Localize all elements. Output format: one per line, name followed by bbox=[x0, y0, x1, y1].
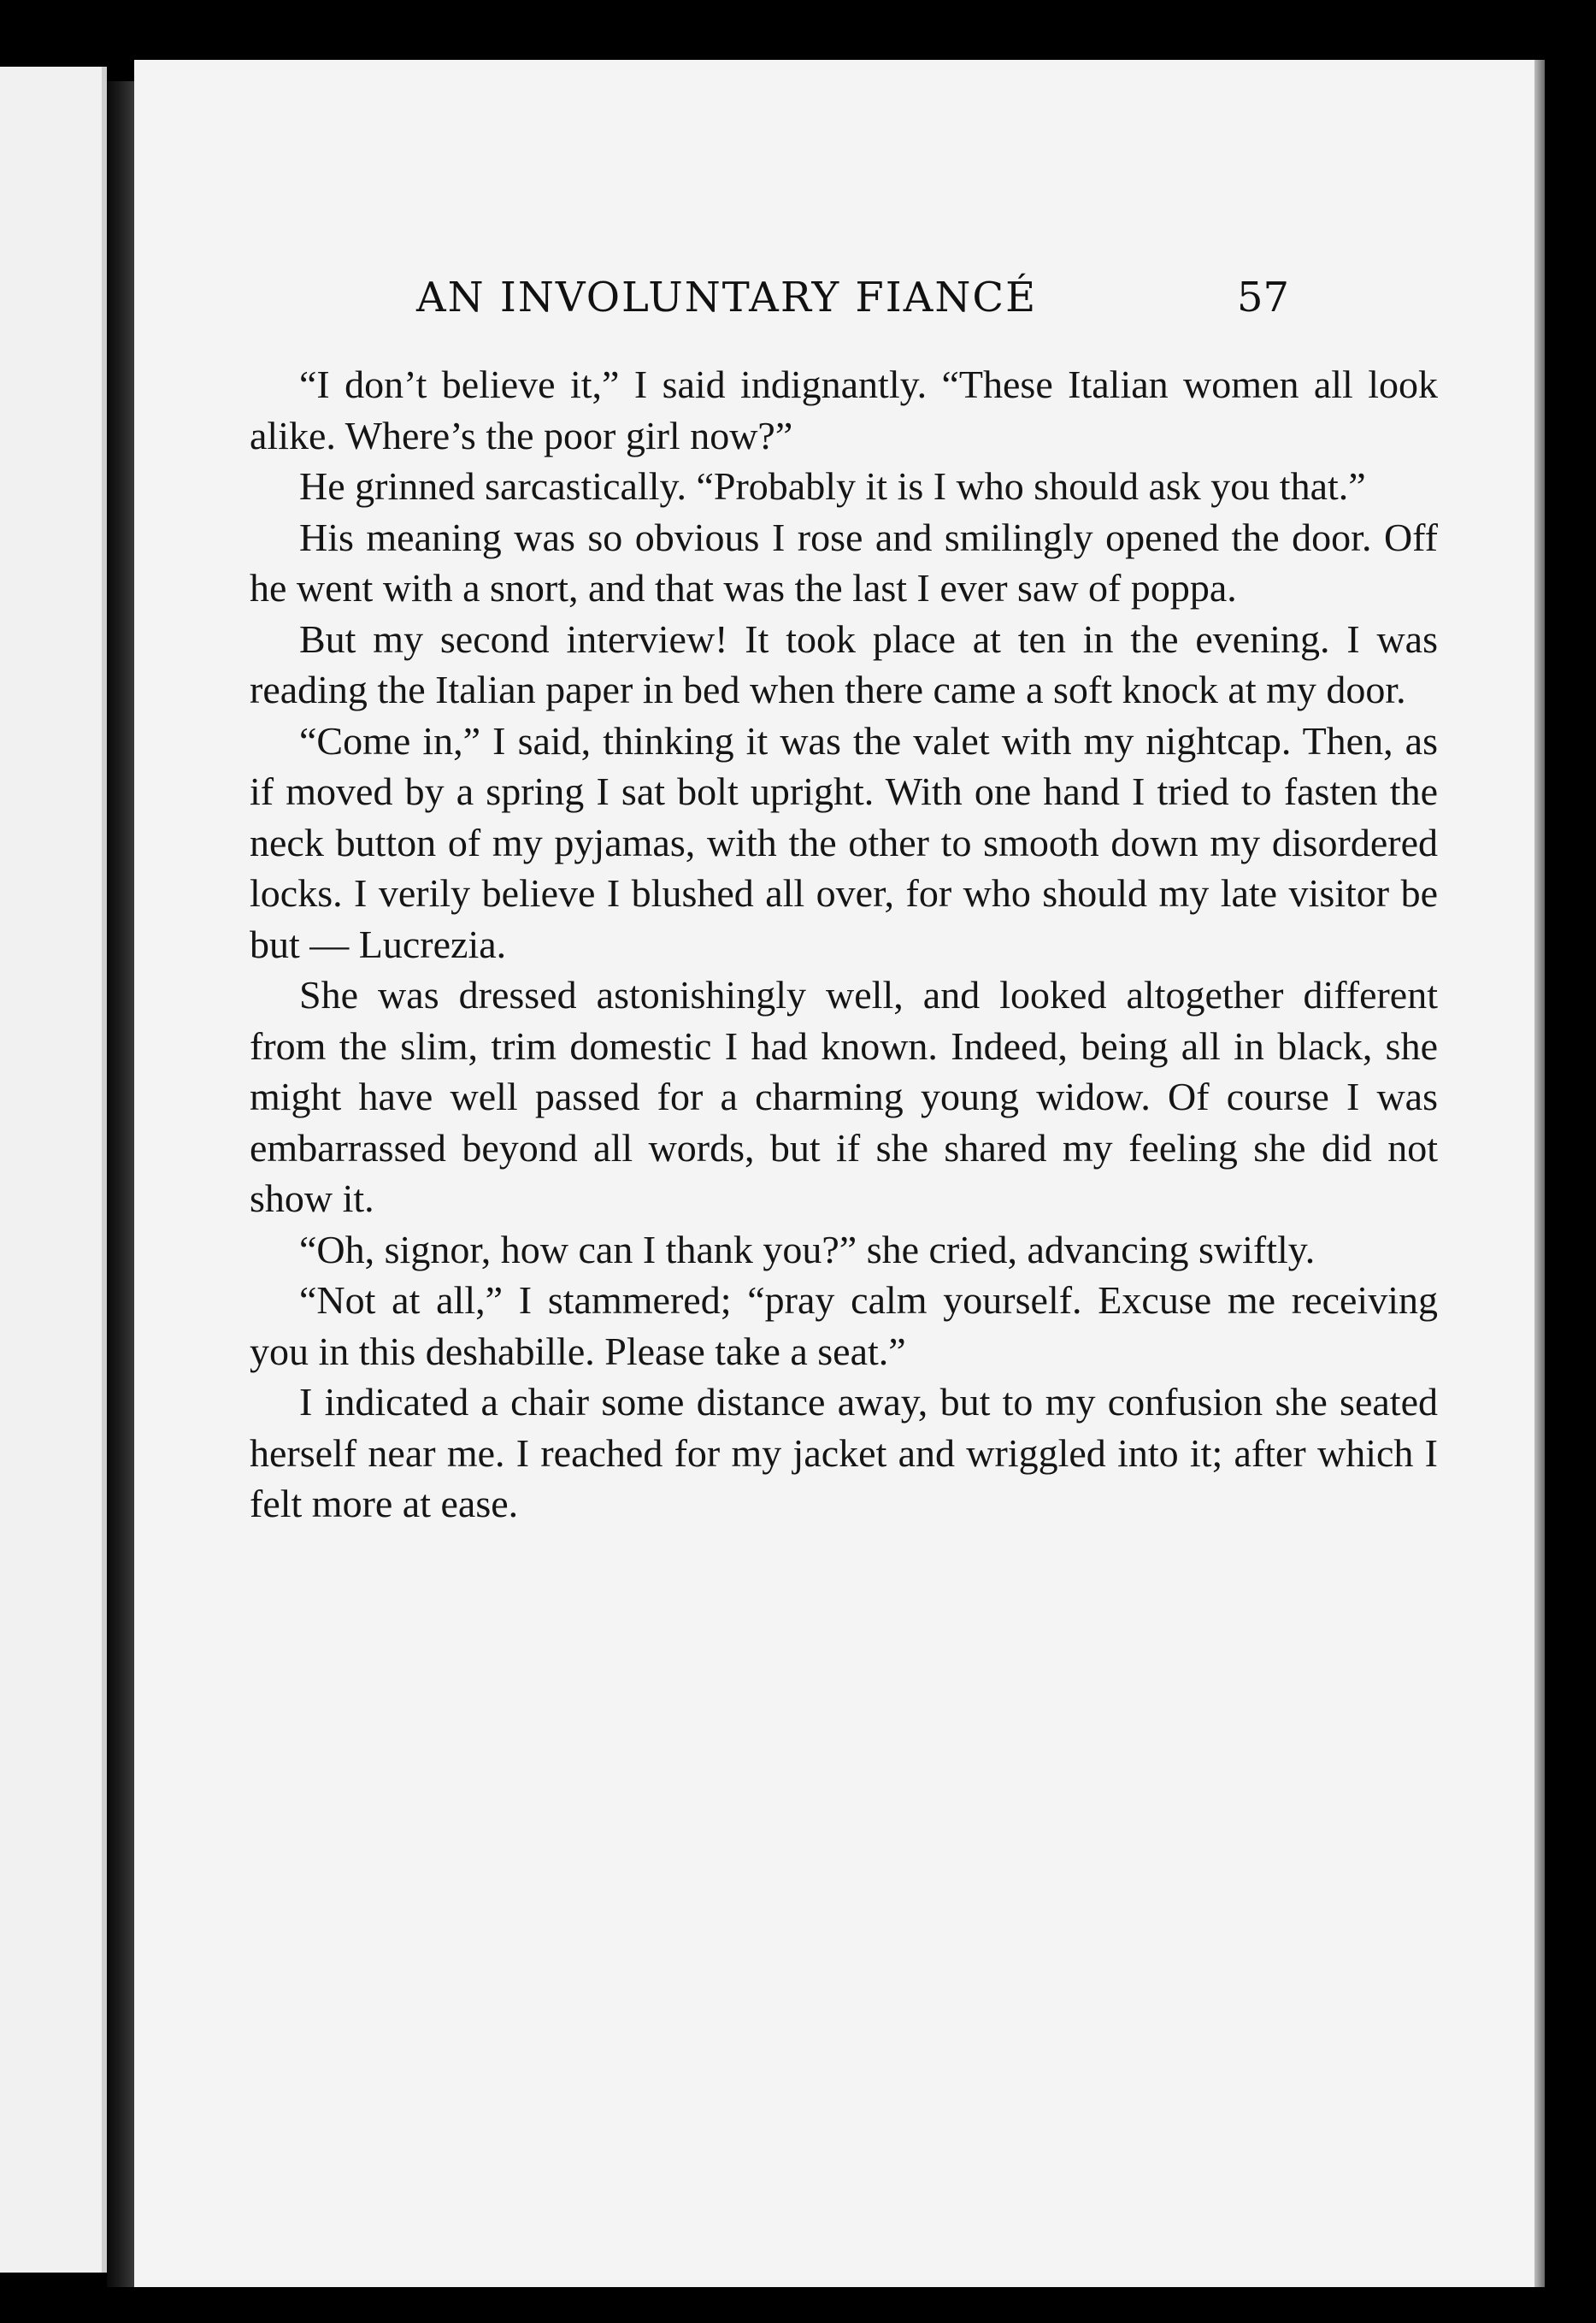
paragraph: He grinned sarcastically. “Probably it is I who should ask you that.” bbox=[299, 464, 1366, 508]
paragraph: “Oh, signor, how can I thank you?” she cried, advancing swiftly. bbox=[299, 1227, 1316, 1271]
paragraph: She was dressed astonishingly well, and looked altogether different from the slim, trim domestic I had known. Indeed, being all in black, she might have well passed for a charming young widow. Of course I was embarrassed beyond all words, but if she shared my feeling she did not show it. bbox=[250, 973, 1438, 1220]
paragraph: But my second interview! It took place at ten in the evening. I was reading the Italian paper in bed when there came a soft knock at my door. bbox=[250, 616, 1438, 711]
paragraph: “Not at all,” I stammered; “pray calm yourself. Excuse me receiving you in this deshabille. Please take a seat.” bbox=[250, 1278, 1438, 1373]
paragraph: “Come in,” I said, thinking it was the valet with my nightcap. Then, as if moved by a spring I sat bolt upright. With one hand I tried to fasten the neck button of my pyjamas, with the other to smooth down my disordered locks. I verily believe I blushed all over, for who should my late visitor be but — Lucrezia. bbox=[250, 718, 1438, 966]
left-page-edge bbox=[0, 67, 107, 2273]
page-number: 57 bbox=[1237, 274, 1290, 321]
body-text bbox=[250, 359, 1438, 1530]
paragraph: I indicated a chair some distance away, but to my confusion she seated herself near me. I reached for my jacket and wriggled into it; after which I felt more at ease. bbox=[250, 1380, 1438, 1525]
right-page bbox=[134, 60, 1534, 2287]
paragraph: “I don’t believe it,” I said indignantly. “These Italian women all look alike. Where’s the poor girl now?” bbox=[250, 363, 1438, 457]
page-edge-shadow bbox=[1534, 60, 1545, 2287]
running-header bbox=[134, 274, 1534, 325]
running-title: AN INVOLUNTARY FIANCÉ bbox=[416, 274, 1038, 321]
book-gutter bbox=[107, 81, 134, 2287]
paragraph: His meaning was so obvious I rose and smilingly opened the door. Off he went with a snort, and that was the last I ever saw of poppa. bbox=[250, 515, 1438, 610]
